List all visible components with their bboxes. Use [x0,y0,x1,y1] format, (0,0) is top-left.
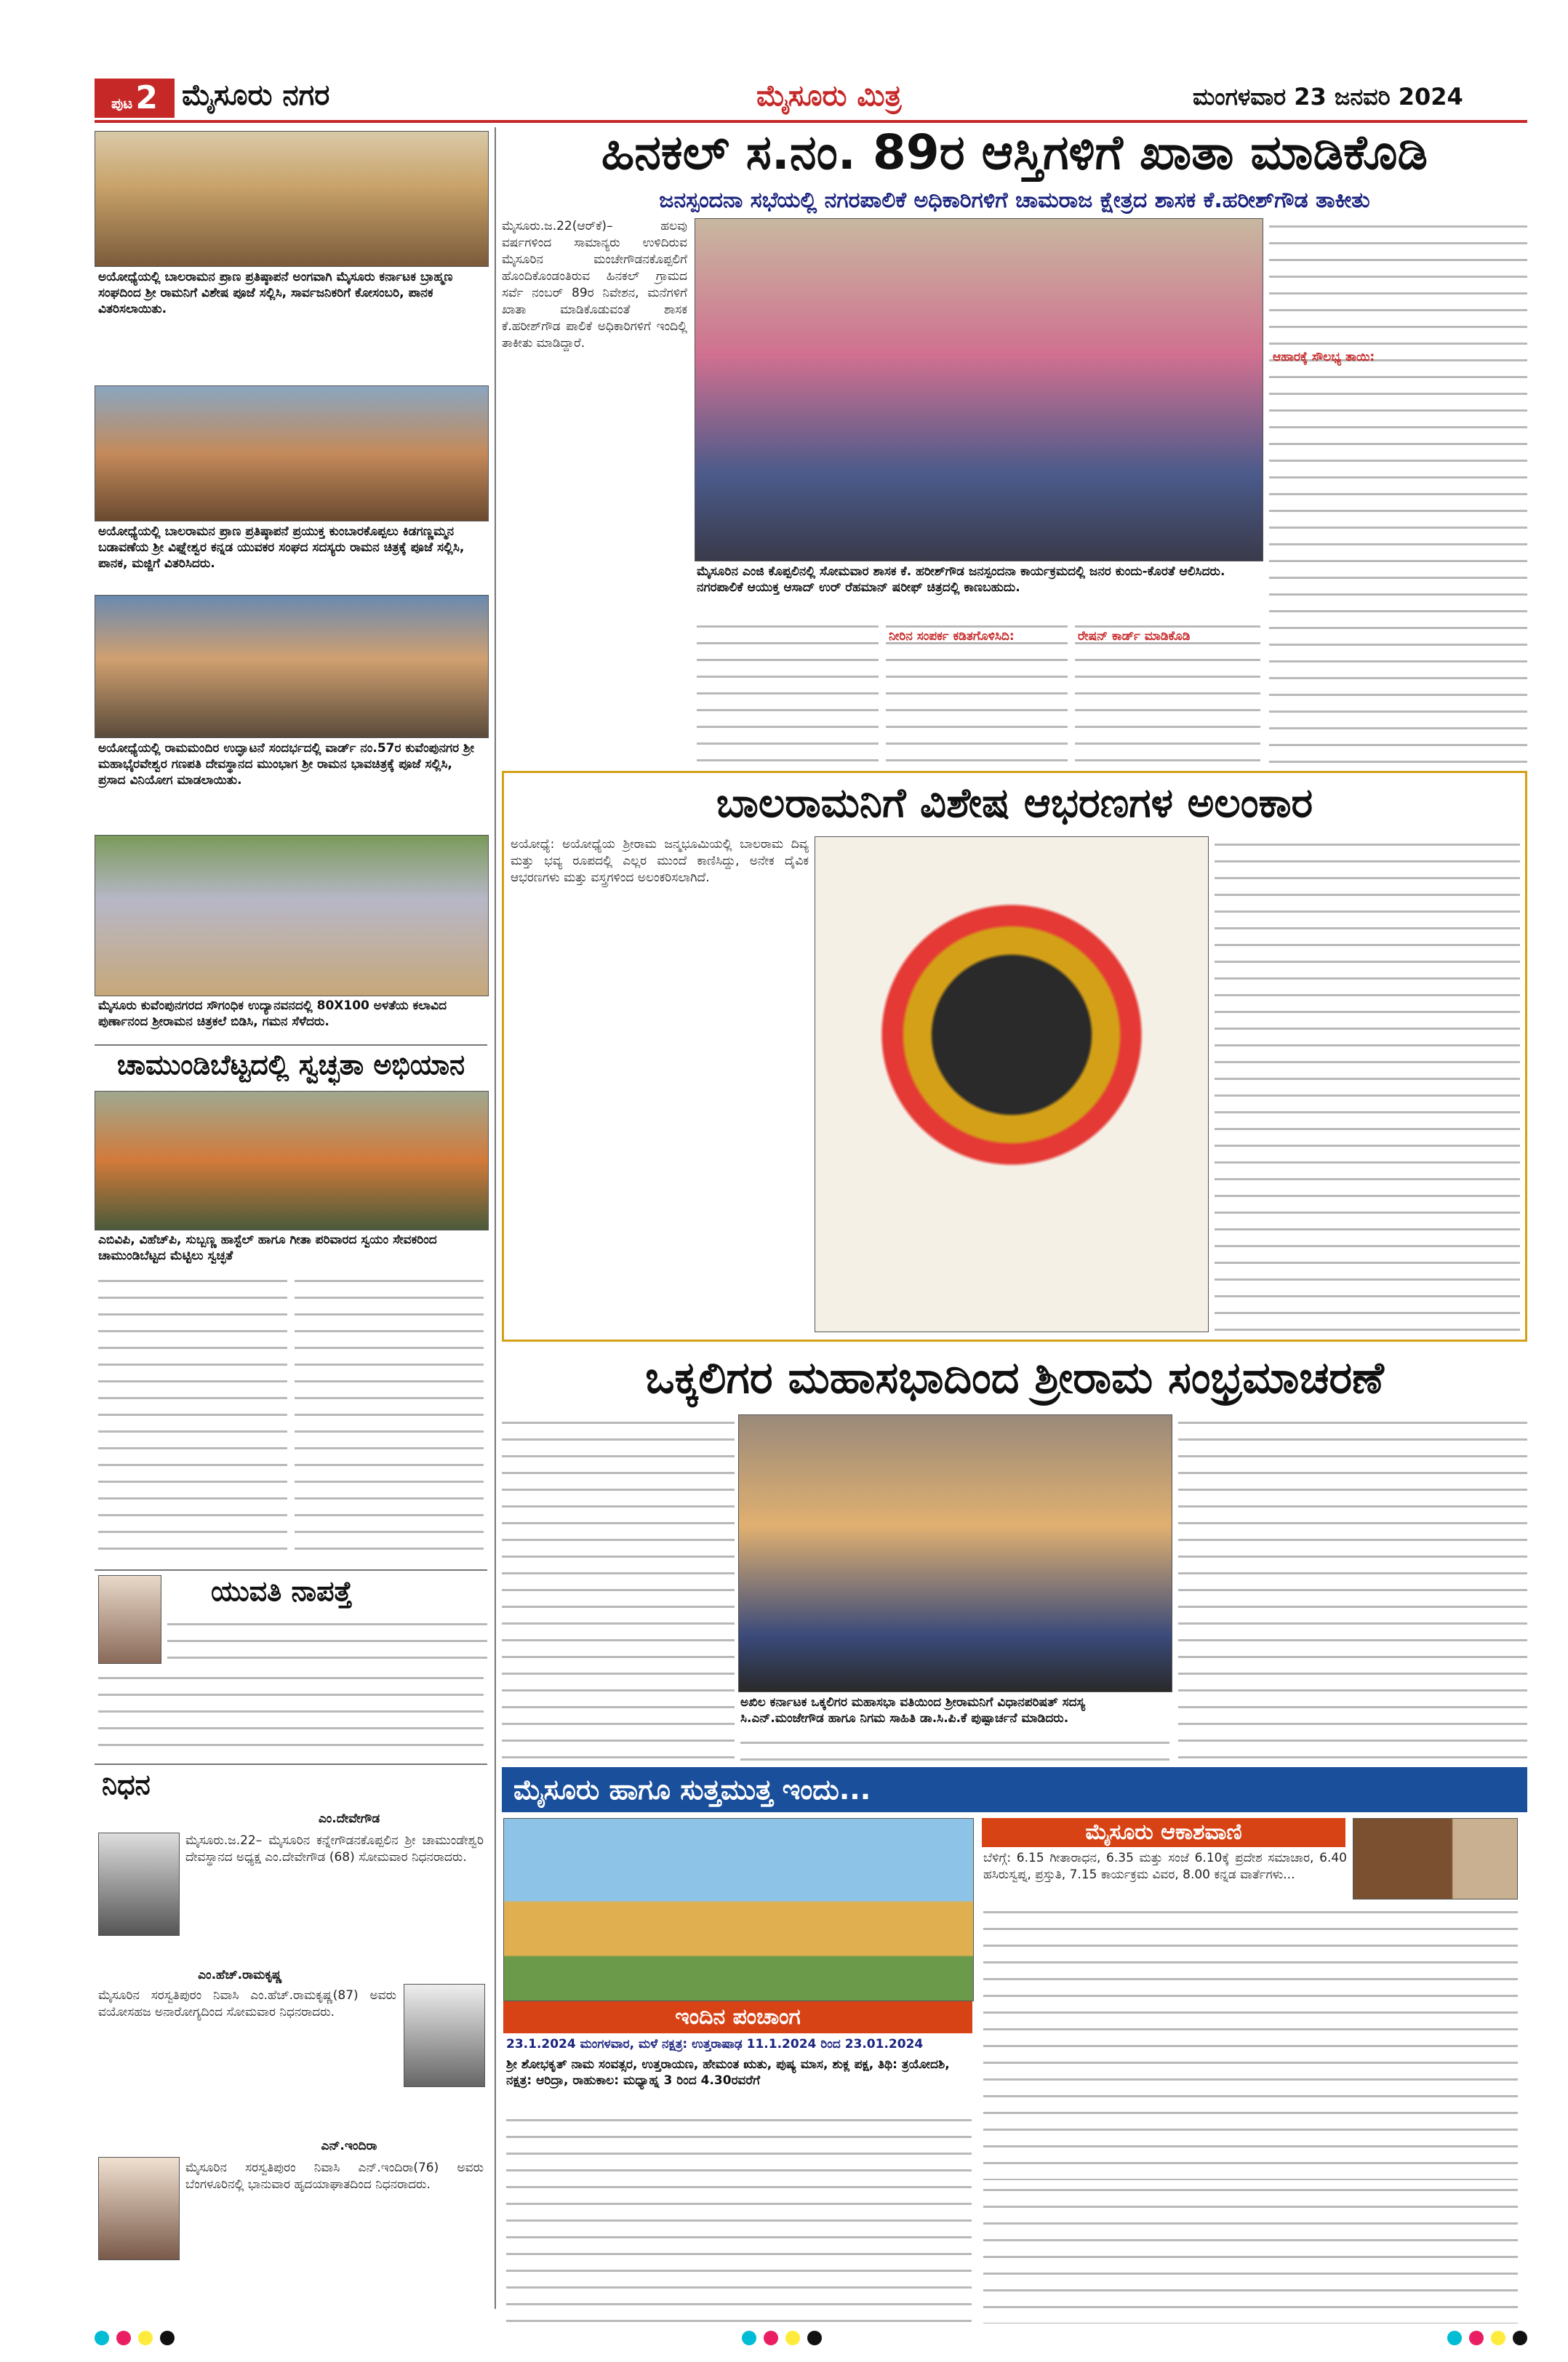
photo-rangoli-art [95,835,489,996]
registration-marks-left [95,2331,175,2345]
photo-obit-devegowda [98,1833,180,1936]
divider [95,1764,487,1765]
main-body [697,618,879,764]
vokkaliga-body-right [1178,1414,1527,1764]
photo-kuvempunagar-ward [95,595,489,738]
obituary-headline: ನಿಧನ [102,1769,151,1801]
panchanga-date: 23.1.2024 ಮಂಗಳವಾರ, ಮಳೆ ನಕ್ಷತ್ರ: ಉತ್ತರಾಷಾಢ 11.1.2024 ರಿಂದ 23.01.2024 [506,2037,924,2051]
vokkaliga-headline: ಒಕ್ಕಲಿಗರ ಮಹಾಸಭಾದಿಂದ ಶ್ರೀರಾಮ ಸಂಭ್ರಮಾಚರಣೆ [645,1353,1384,1404]
ornaments-headline: ಬಾಲರಾಮನಿಗೆ ವಿಶೇಷ ಆಭರಣಗಳ ಅಲಂಕಾರ [716,780,1313,827]
photo-missing-woman [98,1575,161,1664]
obituary-text: ಮೈಸೂರು.ಜ.22– ಮೈಸೂರಿನ ಕನ್ನೇಗೌಡನಕೊಪ್ಪಲಿನ ಶ್ರೀ ಚಾಮುಂಡೇಶ್ವರಿ ದೇವಸ್ಥಾನದ ಅಧ್ಯಕ್ಷ ಎಂ.ದೇವೇಗೌಡ (68) ಸೋಮವಾರ ನಿಧನರಾದರು. [185,1833,484,1865]
today-bar: ಮೈಸೂರು ಹಾಗೂ ಸುತ್ತಮುತ್ತ ಇಂದು... [502,1767,1527,1812]
ornaments-lede: ಅಯೋಧ್ಯೆ: ಅಯೋಧ್ಯೆಯ ಶ್ರೀರಾಮ ಜನ್ಮಭೂಮಿಯಲ್ಲಿ ಬಾಲರಾಮ ದಿವ್ಯ ಮತ್ತು ಭವ್ಯ ರೂಪದಲ್ಲಿ ಎಲ್ಲರ ಮುಂದೆ ಕಾಣಿಸಿದ್ದು, ಅನೇಕ ದೈವಿಕ ಆಭರಣಗಳು ಮತ್ತು ವಸ್ತ್ರಗಳಿಂದ ಅಲಂಕರಿಸಲಾಗಿದೆ. [511,837,809,885]
photo-obit-ramakrishna [404,1984,485,2087]
issue-date: ಮಂಗಳವಾರ 23 ಜನವರಿ 2024 [1193,83,1463,111]
caption: ಎಬಿವಿಪಿ, ವಿಹೆಚ್‌ಪಿ, ಸುಬ್ಬಣ್ಣ ಹಾಸ್ಟೆಲ್ ಹಾಗೂ ಗೀತಾ ಪರಿವಾರದ ಸ್ವಯಂ ಸೇವಕರಿಂದ ಚಾಮುಂಡಿಬೆಟ್ಟದ ಮೆಟ್ಟಿಲು ಸ್ವಚ್ಛತೆ [98,1233,437,1263]
photo-obit-indira [98,2157,180,2260]
caption: ಮೈಸೂರು ಕುವೆಂಪುನಗರದ ಸೌಗಂಧಿಕ ಉದ್ಯಾನವನದಲ್ಲಿ 80X100 ಅಳತೆಯ ಕಲಾವಿದ ಪುರ್ಣಾನಂದ ಶ್ರೀರಾಮನ ಚಿತ್ರಕಲೆ ಬಿಡಿಸಿ, ಗಮನ ಸೆಳೆದರು. [98,998,447,1029]
registration-marks-right [1447,2331,1527,2345]
missing-body-cont [98,1670,484,1757]
main-headline: ಹಿನಕಲ್ ಸ.ನಂ. 89ರ ಆಸ್ತಿಗಳಿಗೆ ಖಾತಾ ಮಾಡಿಕೊಡಿ [601,124,1428,180]
radio-title: ಮೈಸೂರು ಆಕಾಶವಾಣಿ [982,1818,1345,1847]
photo-kumbarakoppalu [95,385,489,521]
caption: ಅಯೋಧ್ಯೆಯಲ್ಲಿ ಬಾಲರಾಮನ ಪ್ರಾಣ ಪ್ರತಿಷ್ಠಾಪನೆ ಅಂಗವಾಗಿ ಮೈಸೂರು ಕರ್ನಾಟಕ ಬ್ರಾಹ್ಮಣ ಸಂಘದಿಂದ ಶ್ರೀ ರಾಮನಿಗೆ ವಿಶೇಷ ಪೂಜೆ ಸಲ್ಲಿಸಿ, ಸಾರ್ವಜನಿಕರಿಗೆ ಕೋಸಂಬರಿ, ಪಾನಕ ವಿತರಿಸಲಾಯಿತು. [98,270,453,316]
panchanga-detail: ಶ್ರೀ ಶೋಭಕೃತ್ ನಾಮ ಸಂವತ್ಸರ, ಉತ್ತರಾಯಣ, ಹೇಮಂತ ಋತು, ಪುಷ್ಯ ಮಾಸ, ಶುಕ್ಲ ಪಕ್ಷ, ತಿಥಿ: ತ್ರಯೋದಶಿ, ನಕ್ಷತ್ರ: ಆರಿದ್ರಾ, ರಾಹುಕಾಲ: ಮಧ್ಯಾಹ್ನ 3 ರಿಂದ 4.30ರವರೆಗೆ [506,2057,950,2088]
header-rule [95,120,1527,123]
cleanliness-body-right [295,1273,484,1564]
photo-cleanliness-drive [95,1091,489,1230]
ornaments-body [1215,836,1520,1331]
radio-icon [1353,1818,1518,1899]
panchanga-title: ಇಂದಿನ ಪಂಚಾಂಗ [503,2001,972,2033]
vokkaliga-body-left [502,1414,735,1764]
caption: ಅಯೋಧ್ಯೆಯಲ್ಲಿ ಬಾಲರಾಮನ ಪ್ರಾಣ ಪ್ರತಿಷ್ಠಾಪನೆ ಪ್ರಯುಕ್ತ ಕುಂಬಾರಕೊಪ್ಪಲು ಕಿಡಗಣ್ಣಮ್ಮನ ಬಡಾವಣೆಯ ಶ್ರೀ ವಿಘ್ನೇಶ್ವರ ಕನ್ನಡ ಯುವಕರ ಸಂಘದ ಸದಸ್ಯರು ರಾಮನ ಚಿತ್ರಕ್ಕೆ ಪೂಜೆ ಸಲ್ಲಿಸಿ, ಪಾನಕ, ಮಜ್ಜಿಗೆ ವಿತರಿಸಿದರು. [98,524,465,571]
main-lede: ಮೈಸೂರು.ಜ.22(ಆರ್‌ಕೆ)– ಹಲವು ವರ್ಷಗಳಿಂದ ಸಾಮಾನ್ಯರು ಉಳಿದಿರುವ ಮೈಸೂರಿನ ಮಂಚೇಗೌಡನಕೊಪ್ಪಲಿಗೆ ಹೊಂದಿಕೊಂಡಂತಿರುವ ಹಿನಕಲ್ ಗ್ರಾಮದ ಸರ್ವೆ ನಂಬರ್ 89ರ ನಿವೇಶನ, ಮನೆಗಳಿಗೆ ಖಾತಾ ಮಾಡಿಕೊಡುವಂತೆ ಶಾಸಕ ಕೆ.ಹರೀಶ್‌ಗೌಡ ಪಾಲಿಕೆ ಅಧಿಕಾರಿಗಳಿಗೆ ಇಂದಿಲ್ಲಿ ತಾಕೀತು ಮಾಡಿದ್ದಾರೆ. [502,219,687,351]
caption: ಮೈಸೂರಿನ ಎಂಜಿ ಕೊಪ್ಪಲಿನಲ್ಲಿ ಸೋಮವಾರ ಶಾಸಕ ಕೆ. ಹರೀಶ್‌ಗೌಡ ಜನಸ್ಪಂದನಾ ಕಾರ್ಯಕ್ರಮದಲ್ಲಿ ಜನರ ಕುಂದು-ಕೊರತೆ ಆಲಿಸಿದರು. ನಗರಪಾಲಿಕೆ ಆಯುಕ್ತ ಆಸಾದ್ ಉರ್ ರೆಹಮಾನ್ ಷರೀಫ್ ಚಿತ್ರದಲ್ಲಿ ಕಾಣಬಹುದು. [697,564,1225,595]
radio-schedule-cont [983,1904,1518,2180]
photo-vokkaliga-mahasabha [738,1414,1172,1692]
obituary-text: ಮೈಸೂರಿನ ಸರಸ್ವತಿಪುರಂ ನಿವಾಸಿ ಎನ್.ಇಂದಿರಾ(76) ಅವರು ಬೆಂಗಳೂರಿನಲ್ಲಿ ಭಾನುವಾರ ಹೃದಯಾಘಾತದಿಂದ ನಿಧನರಾದರು. [185,2161,484,2192]
radio-schedule: ಬೆಳಿಗ್ಗೆ: 6.15 ಗೀತಾರಾಧನ, 6.35 ಮತ್ತು ಸಂಜೆ 6.10ಕ್ಕೆ ಪ್ರದೇಶ ಸಮಾಚಾರ, 6.40 ಹಸಿರುಸ್ವಪ್ನ, ಪ್ರಸ್ತುತಿ, 7.15 ಕಾರ್ಯಕ್ರಮ ವಿವರ, 8.00 ಕನ್ನಡ ವಾರ್ತೆಗಳು... [983,1851,1347,1882]
obituary-name: ಎಂ.ದೇವೇಗೌಡ [318,1811,380,1826]
divider [95,1044,487,1046]
section-title: ಮೈಸೂರು ನಗರ [182,79,330,112]
main-subhead-inline: ನೀರಿನ ಸಂಪರ್ಕ ಕಡಿತಗೊಳಿಸಿದಿ: [889,629,1015,644]
photo-mysore-palace [503,1818,974,2001]
vokkaliga-body-mid [740,1734,1169,1764]
main-subhead: ಜನಸ್ಪಂದನಾ ಸಭೆಯಲ್ಲಿ ನಗರಪಾಲಿಕೆ ಅಧಿಕಾರಿಗಳಿಗೆ ಚಾಮರಾಜ ಕ್ಷೇತ್ರದ ಶಾಸಕ ಕೆ.ಹರೀಶ್‌ಗೌಡ ತಾಕೀತು [659,188,1370,213]
obituary-text: ಮೈಸೂರಿನ ಸರಸ್ವತಿಪುರಂ ನಿವಾಸಿ ಎಂ.ಹೆಚ್.ರಾಮಕೃಷ್ಣ(87) ಅವರು ವಯೋಸಹಜ ಅನಾರೋಗ್ಯದಿಂದ ಸೋಮವಾರ ನಿಧನರಾದರು. [98,1988,396,2019]
caption: ಅಖಿಲ ಕರ್ನಾಟಕ ಒಕ್ಕಲಿಗರ ಮಹಾಸಭಾ ವತಿಯಿಂದ ಶ್ರೀರಾಮನಿಗೆ ವಿಧಾನಪರಿಷತ್ ಸದಸ್ಯ ಸಿ.ಎನ್.ಮಂಜೇಗೌಡ ಹಾಗೂ ನಿಗಮ ಸಾಹಿತಿ ಡಾ.ಸಿ.ಪಿ.ಕೆ ಪುಷ್ಪಾರ್ಚನೆ ಮಾಡಿದರು. [740,1695,1086,1726]
obituary-name: ಎನ್.ಇಂದಿರಾ [321,2139,377,2153]
main-body-right [1269,218,1527,764]
obituary-name: ಎಂ.ಹೆಚ್.ರಾಮಕೃಷ್ಣ [198,1968,282,1982]
photo-balarama-idol [815,836,1209,1332]
missing-headline: ಯುವತಿ ನಾಪತ್ತೆ [211,1575,353,1607]
column-divider [495,127,496,2309]
divider [95,1569,487,1571]
page-number: ಪುಟ2 [95,79,175,118]
cleanliness-body-left [98,1273,287,1564]
missing-body [167,1616,487,1667]
photo-janaspandana [695,218,1263,561]
main-subhead-inline: ಆಹಾರಕ್ಕೆ ಸೌಲಭ್ಯ ತಾಯಿ: [1273,350,1375,364]
registration-marks-center [742,2331,822,2345]
today-events-right [983,2182,1518,2323]
photo-brahmana-puja [95,131,489,267]
today-events-left [506,2112,972,2323]
cleanliness-headline: ಚಾಮುಂಡಿಬೆಟ್ಟದಲ್ಲಿ ಸ್ವಚ್ಛತಾ ಅಭಿಯಾನ [116,1049,465,1081]
caption: ಅಯೋಧ್ಯೆಯಲ್ಲಿ ರಾಮಮಂದಿರ ಉದ್ಘಾಟನೆ ಸಂದರ್ಭದಲ್ಲಿ ವಾರ್ಡ್ ನಂ.57ರ ಕುವೆಂಪುನಗರ ಶ್ರೀ ಮಹಾಭೈರವೇಶ್ವರ ಗಣಪತಿ ದೇವಸ್ಥಾನದ ಮುಂಭಾಗ ಶ್ರೀ ರಾಮನ ಭಾವಚಿತ್ರಕ್ಕೆ ಪೂಜೆ ಸಲ್ಲಿಸಿ, ಪ್ರಸಾದ ವಿನಿಯೋಗ ಮಾಡಲಾಯಿತು. [98,741,474,788]
masthead-brand: ಮೈಸೂರು ಮಿತ್ರ [756,79,902,113]
main-subhead-inline: ರೇಷನ್ ಕಾರ್ಡ್ ಮಾಡಿಕೊಡಿ [1078,629,1191,644]
